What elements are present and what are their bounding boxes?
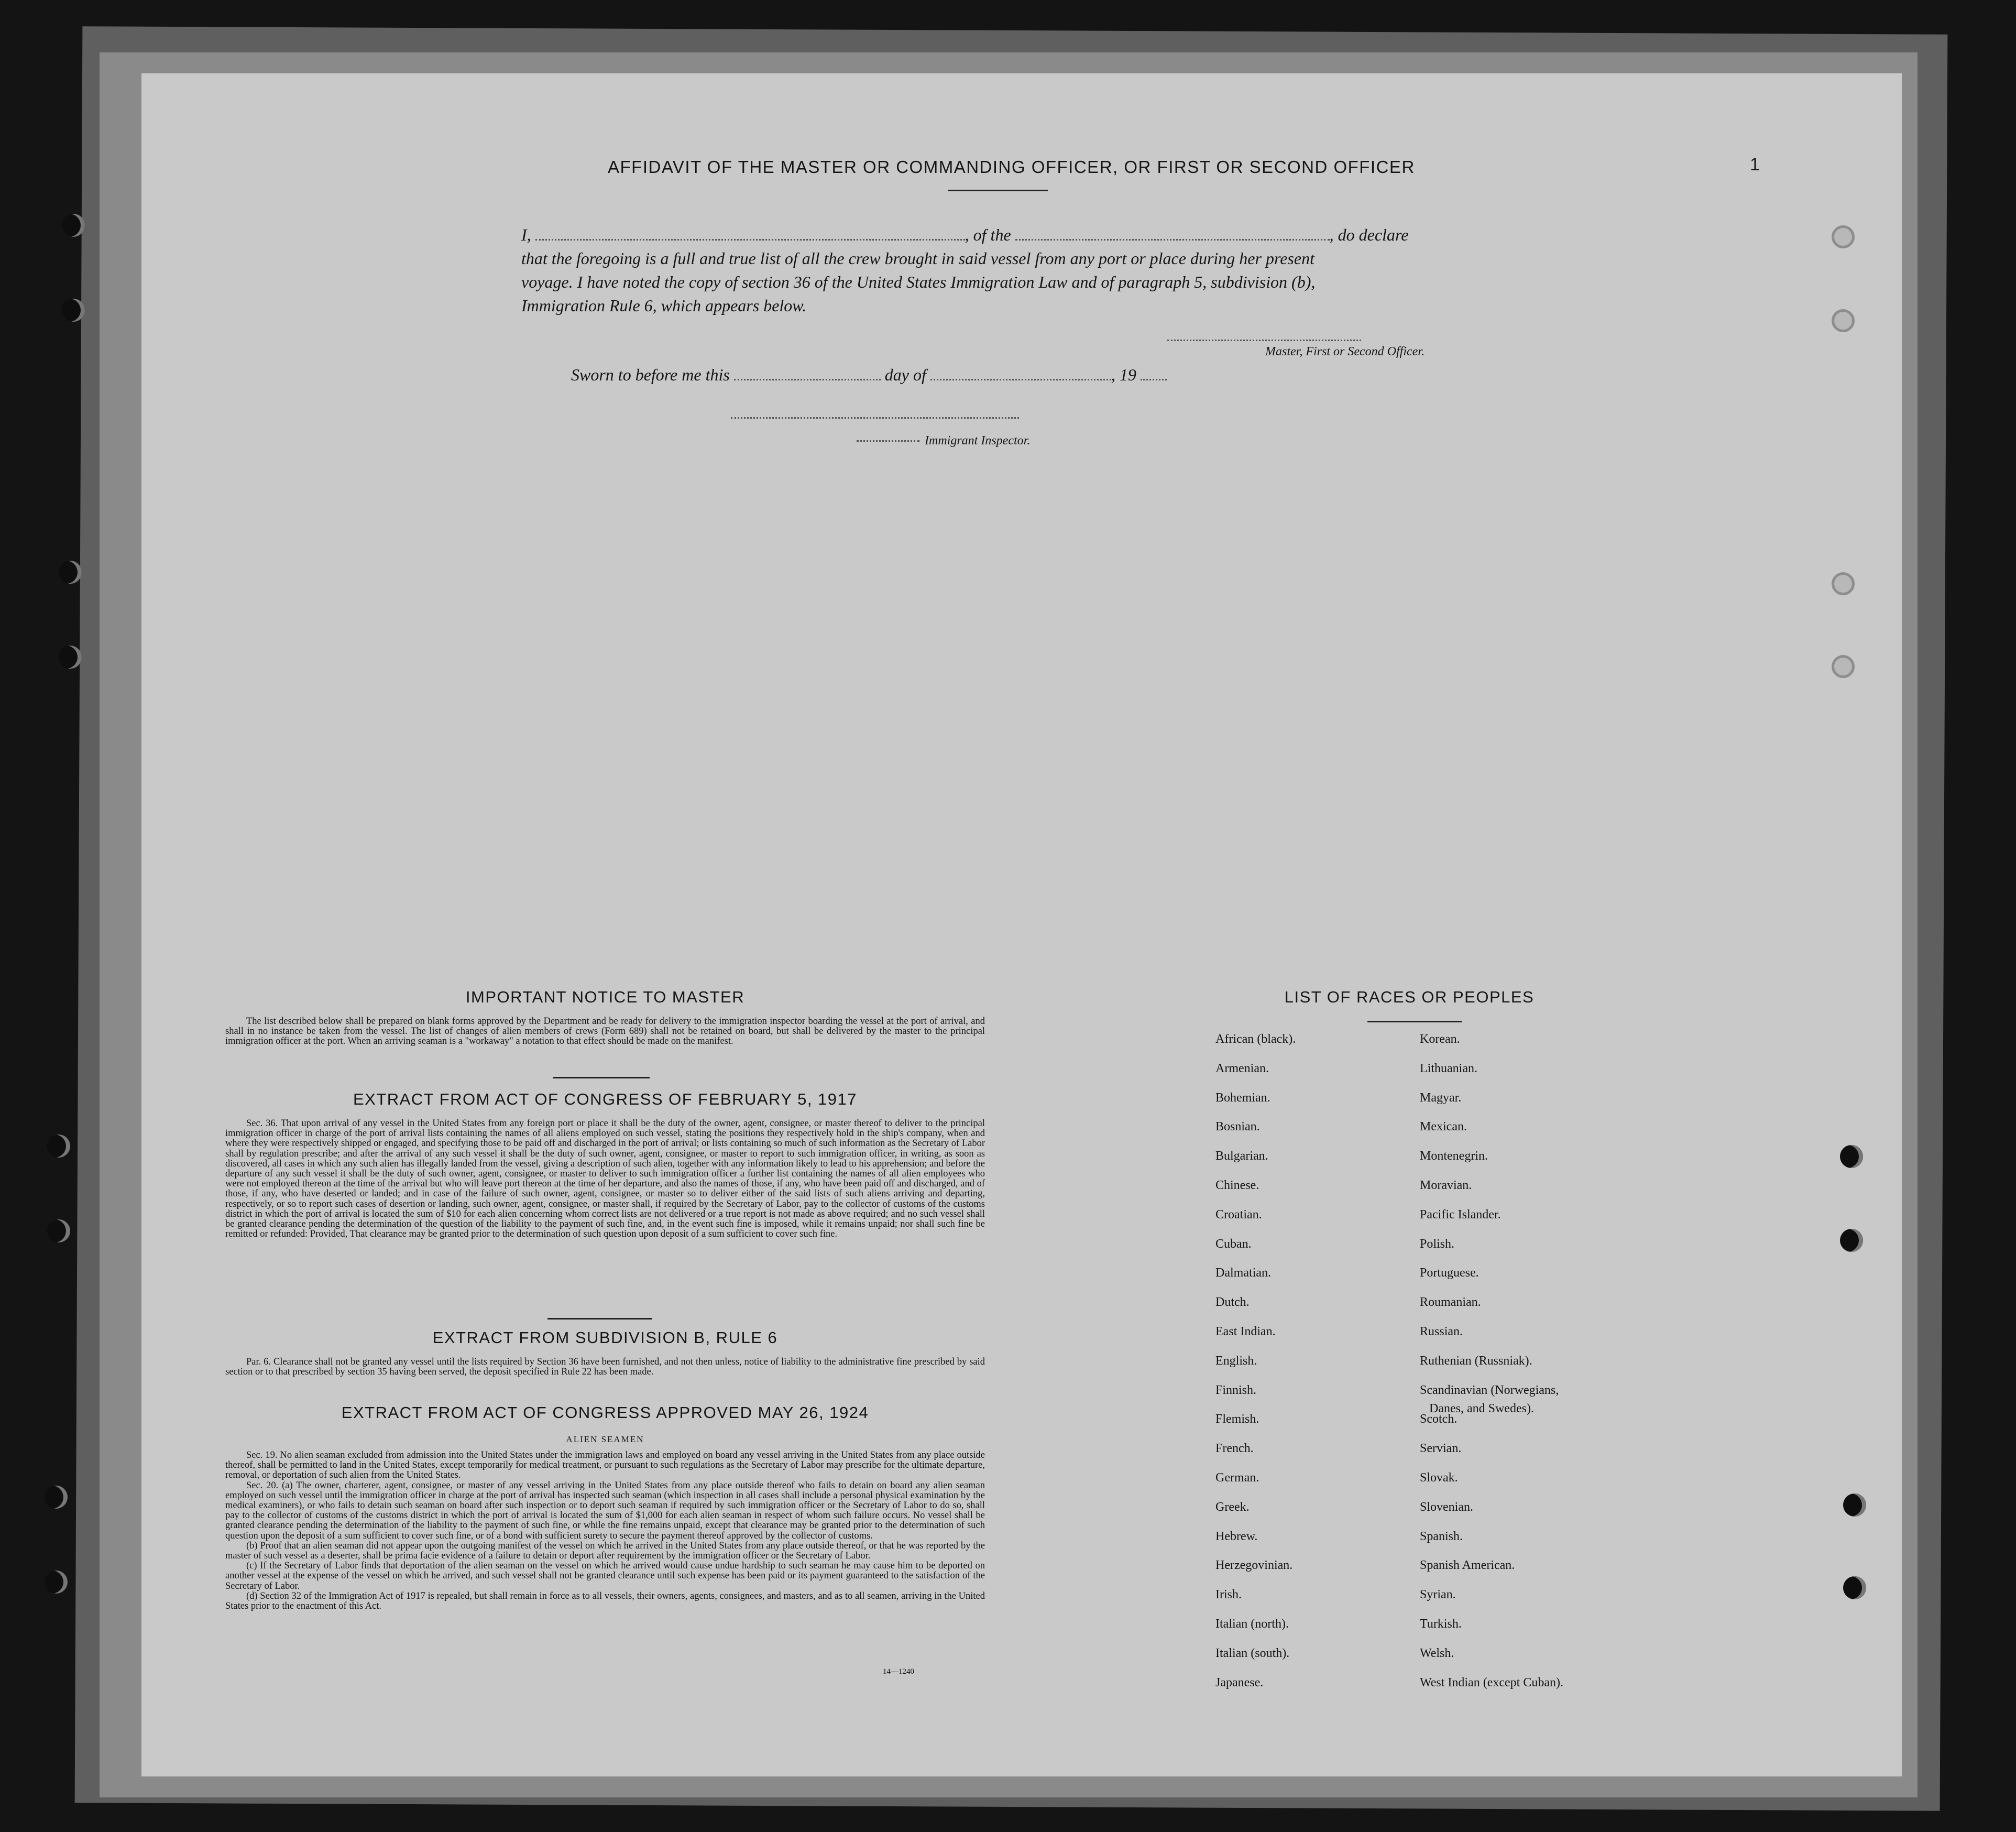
binder-hole: [1832, 572, 1855, 595]
race-item: Polish.: [1420, 1237, 1455, 1251]
binder-hole: [47, 1219, 70, 1242]
sworn-year-prefix: , 19: [1111, 365, 1136, 384]
race-item: African (black).: [1215, 1032, 1296, 1046]
race-item: Portuguese.: [1420, 1266, 1479, 1280]
binder-hole: [45, 1486, 68, 1509]
inspector-signature-line[interactable]: [731, 417, 1019, 419]
binder-hole: [1832, 225, 1855, 248]
race-item: Dutch.: [1215, 1295, 1250, 1309]
race-item: Irish.: [1215, 1588, 1242, 1601]
sworn-day-of: day of: [884, 365, 926, 384]
binder-hole: [1843, 1493, 1866, 1517]
race-item: Italian (south).: [1215, 1646, 1290, 1660]
race-item: Italian (north).: [1215, 1617, 1289, 1631]
name-field[interactable]: [535, 226, 965, 241]
affidavit-body-2: voyage. I have noted the copy of section 36 of the United States Immigration Law and of paragraph 5, subdivision (b),: [521, 272, 1316, 291]
affidavit-i: I,: [521, 225, 531, 244]
race-item: Pacific Islander.: [1420, 1208, 1501, 1222]
sworn-month-field[interactable]: [930, 366, 1111, 380]
inspector-label: Immigrant Inspector.: [925, 434, 1031, 448]
race-item: Servian.: [1420, 1442, 1462, 1455]
sec-20c-text: (c) If the Secretary of Labor finds that deportation of the alien seaman on the vessel on which he arrived would cause undue hardship to such seaman he may cause him to be deported on another vessel at the expense of the vessel on which he arrived, and such vessel shall not be granted clearance until such expense has been paid or its payment guaranteed to the satisfaction of the Secretary of Labor.: [225, 1561, 985, 1591]
sec-19-text: Sec. 19. No alien seaman excluded from admission into the United States under the immigration laws and employed on board any vessel arriving in the United States from any place outside thereof, shall be permitted to land in the United States, except temporarily for medical treatment, or pursuant to such regulations as the Secretary of Labor may prescribe for the ultimate departure, removal, or deportation of such alien from the United States.: [225, 1450, 985, 1481]
sec-20a-text: Sec. 20. (a) The owner, charterer, agent, consignee, or master of any vessel arriving in the United States from any place outside thereof who fails to detain on board any alien seaman employed on such vessel until the immigration officer in charge at the port of arrival has inspected such seaman (which inspection in all cases shall include a personal physical examination by the medical examiners), or who fails to detain such seaman on board after such inspection or to deport such seaman if required by such immigration officer or the Secretary of Labor to do so, shall pay to the collector of customs of the customs district in which the port of arrival is located the sum of $1,000 for each alien seaman in respect of whom such failure occurs. No vessel shall be granted clearance pending the determination of the liability to the payment of such fine, or while the fine remains unpaid, except that clearance may be granted prior to the determination of such question upon the deposit of a sum sufficient to cover such fine, or of a bond with sufficient surety to secure the payment thereof approved by the collector of customs.: [225, 1480, 985, 1541]
race-item: Slovak.: [1420, 1471, 1458, 1485]
race-item: Armenian.: [1215, 1062, 1269, 1075]
race-item: Lithuanian.: [1420, 1062, 1477, 1075]
alien-seamen-subheading: ALIEN SEAMEN: [566, 1434, 644, 1444]
binder-hole: [1843, 1576, 1866, 1599]
sec-20b-text: (b) Proof that an alien seaman did not appear upon the outgoing manifest of the vessel on which he arrived in the United States from any place outside thereof, or that he was reported by the master of such vessel as a deserter, shall be prima facie evidence of a failure to detain or deport after requirement by the immigration officer or the Secretary of Labor.: [225, 1540, 985, 1562]
binder-hole: [62, 299, 85, 322]
extract-1924-heading: EXTRACT FROM ACT OF CONGRESS APPROVED MAY 26, 1924: [341, 1403, 869, 1422]
vessel-field[interactable]: [1015, 226, 1330, 241]
race-item: Scandinavian (Norwegians,: [1420, 1383, 1559, 1397]
race-item: Bohemian.: [1215, 1091, 1270, 1105]
race-item: Korean.: [1420, 1032, 1460, 1046]
race-item: Ruthenian (Russniak).: [1420, 1354, 1532, 1368]
binder-hole: [1840, 1229, 1863, 1252]
title-divider: [948, 190, 1048, 191]
sec-20d-text: (d) Section 32 of the Immigration Act of 1917 is repealed, but shall remain in force as to all vessels, their owners, agents, consignees, and masters, and as to all seamen, arriving in the United States prior to the enactment of this Act.: [225, 1590, 985, 1612]
race-item: Chinese.: [1215, 1179, 1259, 1192]
race-item: Japanese.: [1215, 1676, 1264, 1689]
race-item: Syrian.: [1420, 1588, 1456, 1601]
race-item: Croatian.: [1215, 1208, 1262, 1222]
race-item: Moravian.: [1420, 1179, 1472, 1192]
form-number: 14—1240: [883, 1667, 914, 1676]
race-item: Russian.: [1420, 1325, 1463, 1338]
race-item: West Indian (except Cuban).: [1420, 1676, 1563, 1689]
races-divider: [1367, 1021, 1462, 1022]
sworn-day-field[interactable]: [734, 366, 881, 380]
binder-hole: [59, 561, 82, 584]
race-item: Cuban.: [1215, 1237, 1252, 1251]
race-item: East Indian.: [1215, 1325, 1276, 1338]
binder-hole: [47, 1135, 70, 1158]
page-number: 1: [1750, 155, 1760, 175]
divider-2: [547, 1318, 652, 1320]
race-item: Turkish.: [1420, 1617, 1462, 1631]
race-item: Magyar.: [1420, 1091, 1462, 1105]
sworn-year-field[interactable]: [1141, 366, 1167, 380]
race-item: Dalmatian.: [1215, 1266, 1271, 1280]
affidavit-line1: [521, 223, 1408, 247]
race-item: Roumanian.: [1420, 1295, 1481, 1309]
affidavit-declare: , do declare: [1329, 225, 1409, 244]
sworn-line: [571, 363, 1167, 387]
notice-heading: IMPORTANT NOTICE TO MASTER: [465, 988, 745, 1006]
race-item: Montenegrin.: [1420, 1149, 1488, 1163]
race-item: English.: [1215, 1354, 1257, 1368]
divider-1: [553, 1077, 650, 1078]
race-item: Flemish.: [1215, 1412, 1259, 1426]
race-item: Welsh.: [1420, 1646, 1454, 1660]
inspector-dots: [857, 440, 919, 442]
binder-hole: [1832, 655, 1855, 678]
manifest-page: [141, 73, 1902, 1776]
sworn-prefix: Sworn to before me this: [571, 365, 730, 384]
race-item: Finnish.: [1215, 1383, 1257, 1397]
rule6-heading: EXTRACT FROM SUBDIVISION B, RULE 6: [432, 1328, 778, 1347]
rule6-text: Par. 6. Clearance shall not be granted any vessel until the lists required by Section 36 have been furnished, and not then unless, notice of liability to the administrative fine prescribed by said section or to that prescribed by section 35 having been served, the deposit specified in Rule 22 has been made.: [225, 1357, 985, 1378]
race-item: Mexican.: [1420, 1120, 1467, 1133]
binder-hole: [1840, 1145, 1863, 1168]
race-item: Slovenian.: [1420, 1500, 1473, 1514]
race-item: Bosnian.: [1215, 1120, 1260, 1133]
notice-text: The list described below shall be prepared on blank forms approved by the Department and be ready for delivery to the immigration inspector boarding the vessel at the port of arrival, and shall in no instance be taken from the vessel. The list of changes of alien members of crews (Form 689) shall not be retained on board, but shall be delivered by the master to the principal immigration officer at the port. When an arriving seaman is a "workaway" a notation to that effect should be made on the manifest.: [225, 1016, 985, 1047]
race-item: French.: [1215, 1442, 1254, 1455]
race-item: Spanish American.: [1420, 1558, 1515, 1572]
master-label: Master, First or Second Officer.: [1265, 345, 1425, 358]
race-item: German.: [1215, 1471, 1259, 1485]
race-item: Bulgarian.: [1215, 1149, 1268, 1163]
affidavit-body-1: that the foregoing is a full and true list of all the crew brought in said vessel from any port or place during her present: [521, 249, 1314, 268]
binder-hole: [59, 646, 82, 669]
binder-hole: [45, 1571, 68, 1594]
race-item: Herzegovinian.: [1215, 1558, 1293, 1572]
race-item: Hebrew.: [1215, 1530, 1258, 1543]
races-heading: LIST OF RACES OR PEOPLES: [1284, 988, 1535, 1006]
race-item: Greek.: [1215, 1500, 1250, 1514]
binder-hole: [1832, 309, 1855, 332]
extract-1924-text: [225, 1451, 985, 1611]
affidavit-body-3: Immigration Rule 6, which appears below.: [521, 296, 807, 315]
race-item: Danes, and Swedes).: [1429, 1402, 1534, 1415]
extract-1917-text: Sec. 36. That upon arrival of any vessel in the United States from any foreign port or place it shall be the duty of the owner, agent, consignee, or master thereof to deliver to the principal immigration officer in charge of the port of arrival lists containing the names of all aliens employed on such vessel, stating the positions they respectively hold in the ship's company, when and where they were respectively shipped or engaged, and specifying those to be paid off and discharged in the port of arrival; or lists containing so much of such information as the Secretary of Labor shall by regulation prescribe; and after the arrival of any such vessel it shall be the duty of such owner, agent, consignee, or master to report to such immigration officer, in writing, as soon as discovered, all cases in which any such alien has illegally landed from the vessel, giving a description of such alien, together with any information likely to lead to his apprehension; and before the departure of any such vessel it shall be the duty of such owner, agent, consignee, or master to deliver to such immigration officer a further list containing the names of all alien employees who were not employed thereon at the time of the arrival but who will leave port thereon at the time of her departure, and also the names of those, if any, who have been paid off and discharged, and of those, if any, who have deserted or landed; and in case of the failure of such owner, agent, consignee, or master so to deliver either of the said lists of such aliens arriving and departing, respectively, or so to report such cases of desertion or landing, such owner, agent, consignee, or master shall, if required by the Secretary of Labor, pay to the collector of customs of the customs district in which the port of arrival is located the sum of $10 for each alien concerning whom correct lists are not delivered or a true report is not made as above required; and no such vessel shall be granted clearance pending the determination of the question of the liability to the payment of such fine, and, in the event such fine is imposed, while it remains unpaid; nor shall such fine be remitted or refunded: Provided, That clearance may be granted prior to the determination of such question upon deposit of a sum sufficient to cover such fine.: [225, 1118, 985, 1240]
binder-hole: [62, 214, 85, 237]
extract-1917-heading: EXTRACT FROM ACT OF CONGRESS OF FEBRUARY 5, 1917: [353, 1090, 858, 1108]
race-item: Spanish.: [1420, 1530, 1463, 1543]
affidavit-of-the: , of the: [965, 225, 1011, 244]
affidavit-title: AFFIDAVIT OF THE MASTER OR COMMANDING OFFICER, OR FIRST OR SECOND OFFICER: [608, 157, 1415, 177]
race-item: Scotch.: [1420, 1412, 1458, 1426]
